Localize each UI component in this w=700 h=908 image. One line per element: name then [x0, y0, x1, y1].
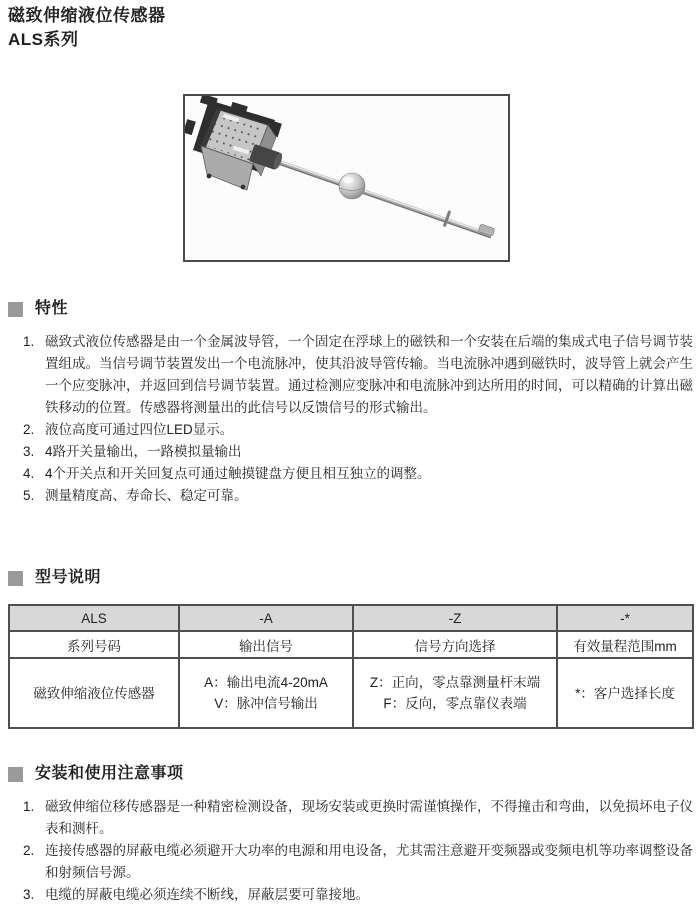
model-table-body-cell: [9, 658, 179, 728]
list-item-number: 5.: [23, 488, 35, 503]
float-ball-illustration: [339, 173, 365, 199]
list-item: [8, 441, 694, 463]
model-table-code-cell: ALS: [9, 605, 179, 631]
list-item-number: 1.: [23, 334, 35, 349]
list-item-number: 3.: [23, 444, 35, 459]
model-section: [8, 568, 694, 729]
table-cell-line: *：客户选择长度: [575, 685, 675, 701]
model-table-label-cell: 信号方向选择: [353, 631, 557, 658]
list-item: [8, 485, 694, 507]
list-item-text: 磁致伸缩位移传感器是一种精密检测设备，现场安装或更换时需谨慎操作，不得撞击和弯曲，以免损坏电子仪表和测杆。: [45, 799, 693, 836]
model-heading-text: 型号说明: [35, 569, 102, 586]
list-item-text: 电缆的屏蔽电缆必须连续不断线，屏蔽层要可靠接地。: [45, 887, 369, 902]
page-title: [8, 4, 166, 52]
model-table-codes-row: [9, 605, 693, 631]
table-cell-line: V：脉冲信号输出: [214, 696, 318, 711]
sensor-rod-illustration: [278, 161, 495, 238]
table-cell-line: 磁致伸缩液位传感器: [33, 685, 155, 701]
model-table-body-row: [9, 658, 693, 728]
model-table-body-cell: [353, 658, 557, 728]
model-table-label-cell: 输出信号: [179, 631, 353, 658]
features-section: [8, 299, 694, 507]
list-item: [8, 796, 694, 840]
install-heading: [8, 764, 694, 784]
list-item-text: 连接传感器的屏蔽电缆必须避开大功率的电源和用电设备，尤其需注意避开变频器或变频电机等功率调整设备和射频信号源。: [45, 843, 693, 880]
table-cell-line: Z：正向，零点靠测量杆末端: [369, 675, 541, 690]
features-list: [8, 331, 694, 507]
product-image: [183, 94, 510, 262]
list-item: [8, 419, 694, 441]
list-item-number: 2.: [23, 422, 35, 437]
sensor-head-illustration: [185, 96, 284, 190]
model-table-code-cell: -*: [557, 605, 693, 631]
model-table: [8, 604, 694, 729]
list-item-number: 1.: [23, 799, 35, 814]
list-item-text: 测量精度高、寿命长、稳定可靠。: [45, 488, 248, 503]
model-table-code-cell: -A: [179, 605, 353, 631]
model-table-body-cell: [179, 658, 353, 728]
table-cell-line: F：反向，零点靠仪表端: [383, 696, 527, 711]
section-bullet-icon: [8, 302, 23, 317]
list-item: [8, 331, 694, 419]
page-title-line1: 磁致伸缩液位传感器: [8, 6, 166, 25]
model-table-label-cell: 有效量程范围mm: [557, 631, 693, 658]
list-item-number: 3.: [23, 887, 35, 902]
install-heading-text: 安装和使用注意事项: [35, 765, 184, 782]
model-table-body-cell: [557, 658, 693, 728]
list-item: [8, 884, 694, 906]
section-bullet-icon: [8, 767, 23, 782]
list-item: [8, 463, 694, 485]
model-heading: [8, 568, 694, 588]
table-cell-line: A：输出电流4-20mA: [204, 675, 328, 690]
list-item-text: 磁致式液位传感器是由一个金属波导管，一个固定在浮球上的磁铁和一个安装在后端的集成式电子信号调节装置组成。当信号调节装置发出一个电流脉冲，使其沿波导管传输。当电流脉冲遇到磁铁时，波导管上就会产生一个应变脉冲，并返回到信号调节装置。通过检测应变脉冲和电流脉冲到达所用的时间，可以精确的计算出磁铁移动的位置。传感器将测量出的此信号以反馈信号的形式输出。: [45, 334, 693, 415]
list-item-number: 4.: [23, 466, 35, 481]
model-table-labels-row: [9, 631, 693, 658]
features-heading-text: 特性: [35, 300, 69, 317]
list-item-number: 2.: [23, 843, 35, 858]
page-title-line2: ALS系列: [8, 30, 79, 49]
install-section: [8, 764, 694, 906]
features-heading: [8, 299, 694, 319]
section-bullet-icon: [8, 571, 23, 586]
model-table-label-cell: 系列号码: [9, 631, 179, 658]
list-item: [8, 840, 694, 884]
list-item-text: 4个开关点和开关回复点可通过触摸键盘方便且相互独立的调整。: [45, 466, 431, 481]
als-sensor-illustration: [185, 96, 508, 260]
install-list: [8, 796, 694, 906]
model-table-code-cell: -Z: [353, 605, 557, 631]
list-item-text: 液位高度可通过四位LED显示。: [45, 422, 234, 437]
list-item-text: 4路开关量输出，一路模拟量输出: [45, 444, 242, 459]
